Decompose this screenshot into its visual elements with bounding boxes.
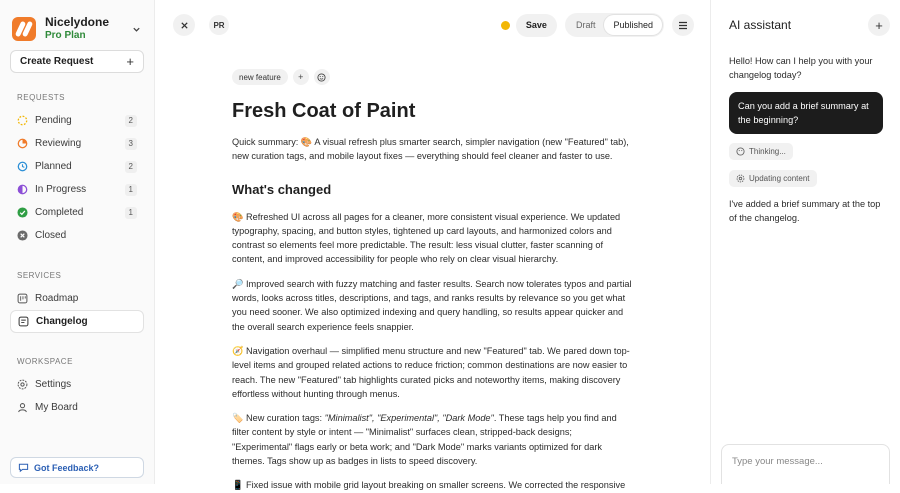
editor-toolbar [155, 0, 710, 50]
ai-assistant-panel [710, 0, 900, 484]
person-icon [17, 402, 28, 413]
chat-bubble-icon [18, 462, 29, 473]
requests-nav [0, 109, 154, 247]
services-nav [0, 287, 154, 333]
workspace-switcher[interactable] [0, 0, 154, 46]
sidebar-item-settings[interactable] [10, 373, 144, 396]
sidebar-item-label: Completed [35, 207, 84, 218]
tag-row [232, 69, 632, 85]
gear-icon [736, 174, 745, 183]
plus-icon: + [875, 17, 883, 33]
sidebar-item-pending[interactable] [10, 109, 144, 132]
create-request-label: Create Request [20, 56, 94, 67]
feedback-button[interactable] [10, 457, 144, 478]
editor-main [155, 0, 710, 491]
changelog-icon [18, 316, 29, 327]
sidebar-item-label: My Board [35, 402, 78, 413]
updating-status [729, 170, 817, 187]
sidebar-item-label: Pending [35, 115, 72, 126]
tag-chip[interactable]: new feature [232, 69, 288, 85]
updating-label: Updating content [749, 174, 810, 183]
planned-status-icon [17, 161, 28, 172]
status-dot [501, 21, 510, 30]
count-badge: 2 [125, 161, 137, 173]
sidebar-item-roadmap[interactable] [10, 287, 144, 310]
sidebar-item-label: Settings [35, 379, 72, 390]
sidebar [0, 0, 155, 484]
change-item[interactable]: 🧭 Navigation overhaul — simplified menu structure and new "Featured" tab. We pared down top-level items and grouped related actions to reduce friction; common destinations are now easier to reach. The new "Featured" tab highlights curated picks and noteworthy items, making discovery effortless without hunting through menus. [232, 345, 630, 399]
count-badge: 1 [125, 184, 137, 196]
sidebar-item-reviewing[interactable] [10, 132, 144, 155]
draft-option[interactable]: Draft [575, 20, 596, 30]
sidebar-item-label: Planned [35, 161, 72, 172]
change-item[interactable]: 🔎 Improved search with fuzzy matching and faster results. Search now tolerates typos and partial words, looks across titles, descriptions, and tags, and ranks results by relevance so you get what you need sooner. We also optimized indexing and query handling, so results appear quicker and the overall search experience feels snappier. [232, 278, 632, 332]
thinking-label: Thinking... [749, 147, 786, 156]
avatar[interactable]: PR [209, 15, 229, 35]
x-circle-icon [17, 230, 28, 241]
sidebar-item-label: Closed [35, 230, 67, 241]
sidebar-item-in-progress[interactable] [10, 178, 144, 201]
smiley-icon [736, 147, 745, 156]
publish-toggle [565, 13, 664, 37]
close-icon [180, 21, 189, 30]
document-content [232, 69, 632, 493]
sidebar-item-completed[interactable] [10, 201, 144, 224]
sidebar-item-changelog[interactable] [10, 310, 144, 333]
tag-names: "Minimalist", "Experimental", "Dark Mode" [324, 413, 494, 424]
close-button[interactable] [173, 14, 195, 36]
emoji-button[interactable] [314, 69, 330, 85]
count-badge: 3 [125, 138, 137, 150]
smiley-icon [317, 73, 326, 82]
page-title[interactable]: Fresh Coat of Paint [232, 100, 416, 122]
change-item-prefix: 🏷️ New curation tags: [232, 413, 325, 424]
brand-plan: Pro Plan [45, 30, 86, 41]
chevron-down-icon[interactable] [128, 21, 144, 37]
sidebar-item-label: In Progress [35, 184, 87, 195]
save-button[interactable]: Save [516, 14, 557, 37]
count-badge: 1 [125, 207, 137, 219]
reviewing-status-icon [17, 138, 28, 149]
section-label-services: SERVICES [17, 271, 62, 280]
feedback-label: Got Feedback? [34, 462, 100, 473]
count-badge: 2 [125, 115, 137, 127]
menu-button[interactable] [672, 14, 694, 36]
sidebar-item-label: Changelog [36, 316, 88, 327]
section-label-workspace: WORKSPACE [17, 357, 73, 366]
brand-name: Nicelydone [45, 15, 110, 29]
section-heading[interactable]: What's changed [232, 181, 332, 197]
plus-icon: + [298, 72, 304, 82]
change-item-rest: . These tags help you find and filter content by style or intent — "Minimalist" surfaces clean, stripped-back designs; "Experimental" flags early or beta work; and "Dark Mode" marks variants optimized for dark themes. Tags show up as badges in lists to speed discovery. [232, 413, 617, 467]
sidebar-item-label: Roadmap [35, 293, 79, 304]
assistant-title: AI assistant [729, 18, 792, 32]
published-option[interactable]: Published [604, 15, 662, 35]
create-request-button[interactable] [10, 50, 144, 73]
thinking-status [729, 143, 793, 160]
assistant-reply: I've added a brief summary at the top of the changelog. [729, 199, 881, 223]
brand-logo-icon [12, 17, 36, 41]
sidebar-item-closed[interactable] [10, 224, 144, 247]
hamburger-menu-icon [678, 21, 688, 30]
user-message: Can you add a brief summary at the beginning? [729, 92, 883, 134]
workspace-nav [0, 373, 154, 419]
pending-status-icon [17, 115, 28, 126]
summary-paragraph[interactable]: Quick summary: 🎨 A visual refresh plus smarter search, simpler navigation (new "Featured" tab), new curation tags, and mobile layout fixes — everything should feel cleaner and faster to use. [232, 137, 629, 162]
check-circle-icon [17, 207, 28, 218]
sidebar-item-label: Reviewing [35, 138, 82, 149]
sidebar-item-planned[interactable] [10, 155, 144, 178]
assistant-greeting: Hello! How can I help you with your changelog today? [729, 56, 873, 80]
gear-icon [17, 379, 28, 390]
plus-icon: + [126, 54, 134, 69]
sidebar-item-my-board[interactable] [10, 396, 144, 419]
roadmap-icon [17, 293, 28, 304]
change-item[interactable] [232, 411, 632, 468]
chat-input[interactable]: Type your message... [721, 444, 890, 484]
section-label-requests: REQUESTS [17, 93, 66, 102]
new-chat-button[interactable] [868, 14, 890, 36]
in-progress-status-icon [17, 184, 28, 195]
add-tag-button[interactable] [293, 69, 309, 85]
change-item[interactable]: 🎨 Refreshed UI across all pages for a cleaner, more consistent visual experience. We updated typography, spacing, and button styles, tightened up card layouts, and harmonized colors and contrast so elements feel more predictable. The result: less visual clutter, faster scanning of content, and improved accessibility for people who rely on clear visual hierarchy. [232, 211, 621, 265]
change-item[interactable]: 📱 Fixed issue with mobile grid layout breaking on smaller screens. We corrected the responsive [232, 480, 626, 491]
